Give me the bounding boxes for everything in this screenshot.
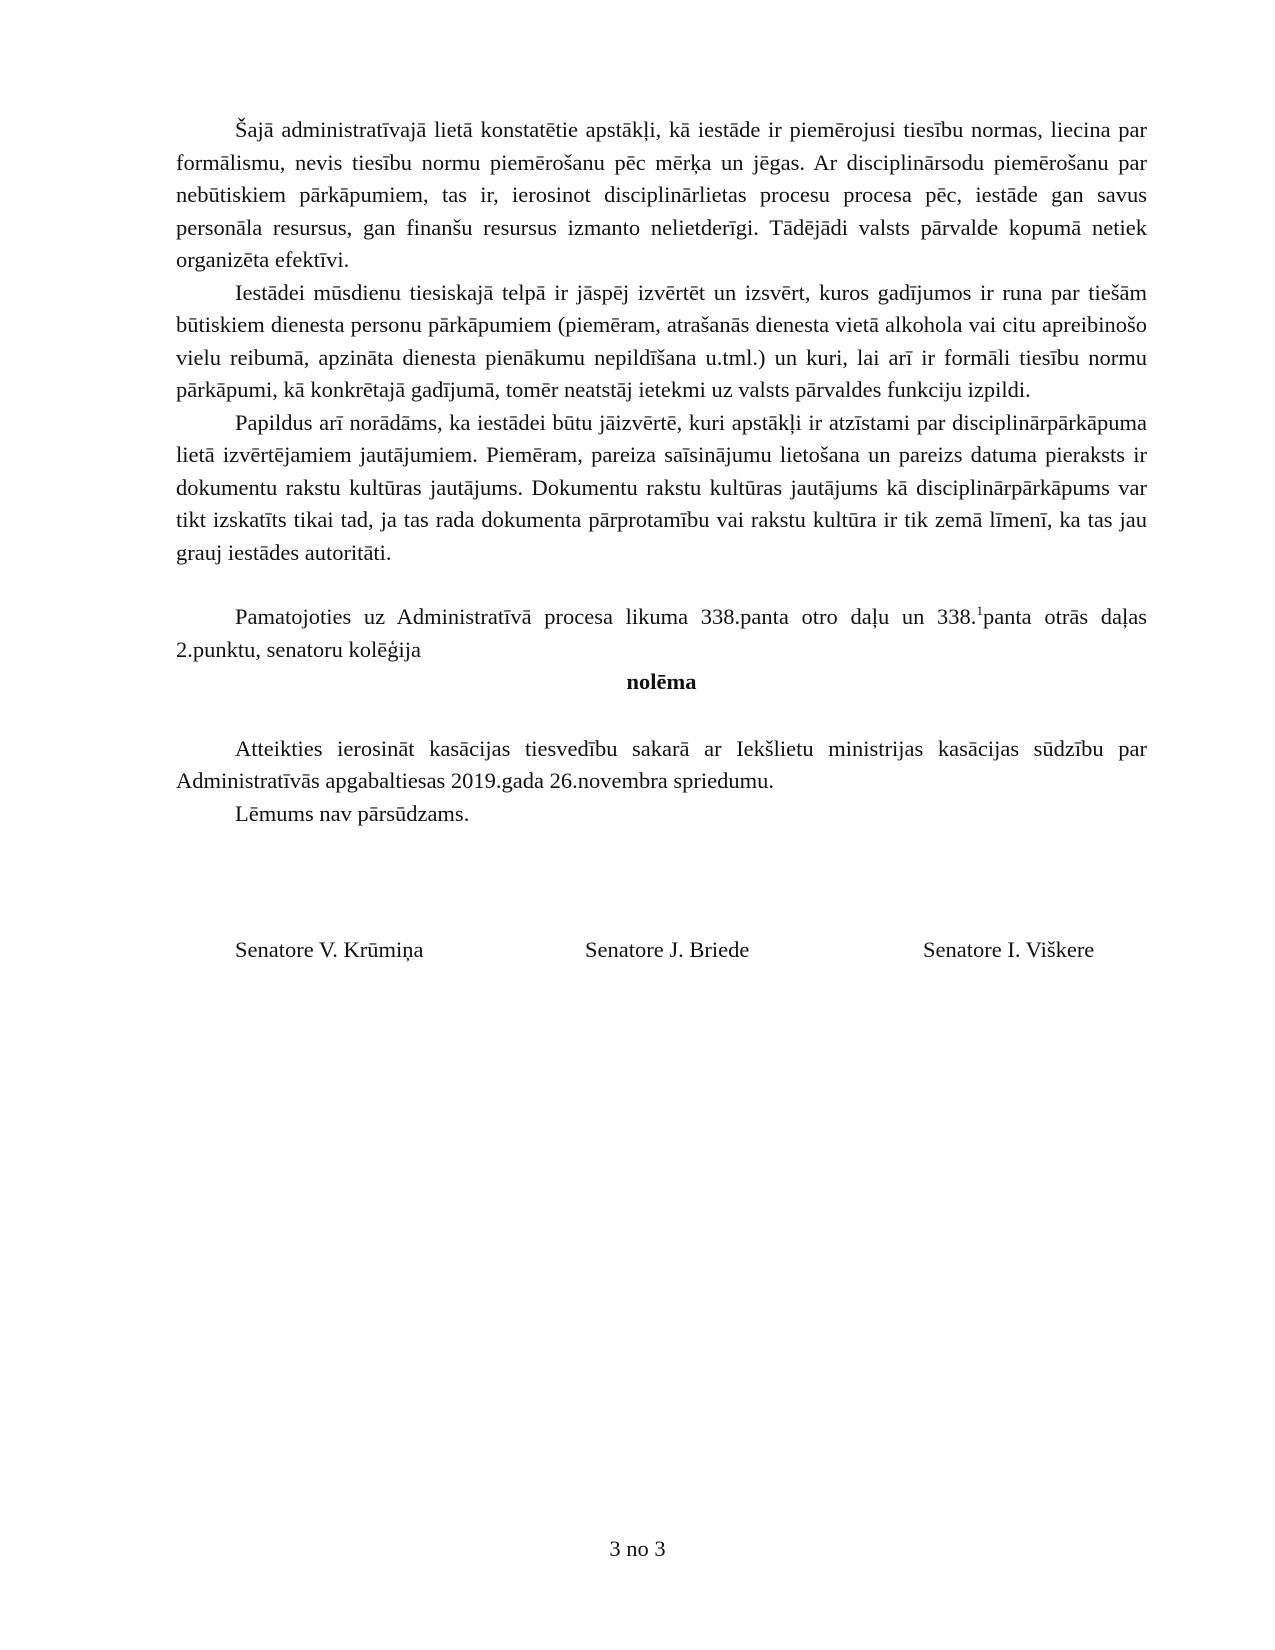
paragraph-assessment: Iestādei mūsdienu tiesiskajā telpā ir jāspēj izvērtēt un izsvērt, kuros gadījumos ir runa par tiešām būtiskiem dienesta personu pārkāpumiem (piemēram, atrašanās dienesta vietā alkohola vai citu apreibinošo vielu reibumā, apzināta dienesta pienākumu nepildīšana u.tml.) un kuri, lai arī ir formāli tiesību normu pārkāpumi, kā konkrētajā gadījumā, tomēr neatstāj ietekmi uz valsts pārvaldes funkciju izpildi. xyxy=(176,279,1147,402)
paragraph-decision: Atteikties ierosināt kasācijas tiesvedību sakarā ar Iekšlietu ministrijas kasācijas sūdzību par Administratīvās apgabaltiesas 2019.gada 26.novembra spriedumu. xyxy=(176,735,1147,793)
paragraph-legal-basis xyxy=(176,601,1147,666)
legal-basis-superscript: 1 xyxy=(976,603,983,618)
paragraph-document-culture: Papildus arī norādāms, ka iestādei būtu jāizvērtē, kuri apstākļi ir atzīstami par disciplinārpārkāpuma lietā izvērtējamiem jautājumiem. Piemēram, pareiza saīsinājumu lietošana un pareizs datuma pieraksts ir dokumentu rakstu kultūras jautājums. Dokumentu rakstu kultūras jautājums kā disciplinārpārkāpums var tikt izskatīts tikai tad, ja tas rada dokumenta pārprotamību vai rakstu kultūra ir tik zemā līmenī, ka tas jau grauj iestādes autoritāti. xyxy=(176,409,1147,565)
legal-basis-text-end: panta otrās daļas 2.punktu, senatoru kolēģija xyxy=(176,604,1147,662)
paragraph-not-appealable: Lēmums nav pārsūdzams. xyxy=(235,800,470,826)
paragraph-formalism: Šajā administratīvajā lietā konstatētie apstākļi, kā iestāde ir piemērojusi tiesību normas, liecina par formālismu, nevis tiesību normu piemērošanu pēc mērķa un jēgas. Ar disciplinārsodu piemērošanu par nebūtiskiem pārkāpumiem, tas ir, ierosinot disciplinārlietas procesu procesa pēc, iestāde gan savus personāla resursus, gan finanšu resursus izmanto nelietderīgi. Tādējādi valsts pārvalde kopumā netiek organizēta efektīvi. xyxy=(176,117,1147,272)
legal-basis-text-start: Pamatojoties uz Administratīvā procesa likuma 338.panta otro daļu un 338. xyxy=(235,604,977,629)
signature-block xyxy=(176,937,1147,971)
page-number: 3 no 3 xyxy=(609,1536,666,1561)
signature-senator-krumina: Senatore V. Krūmiņa xyxy=(235,937,424,962)
decision-heading: nolēma xyxy=(626,669,697,694)
signature-senator-viskere: Senatore I. Viškere xyxy=(923,937,1095,962)
signature-senator-briede: Senatore J. Briede xyxy=(585,937,750,962)
document-body xyxy=(176,114,1147,830)
